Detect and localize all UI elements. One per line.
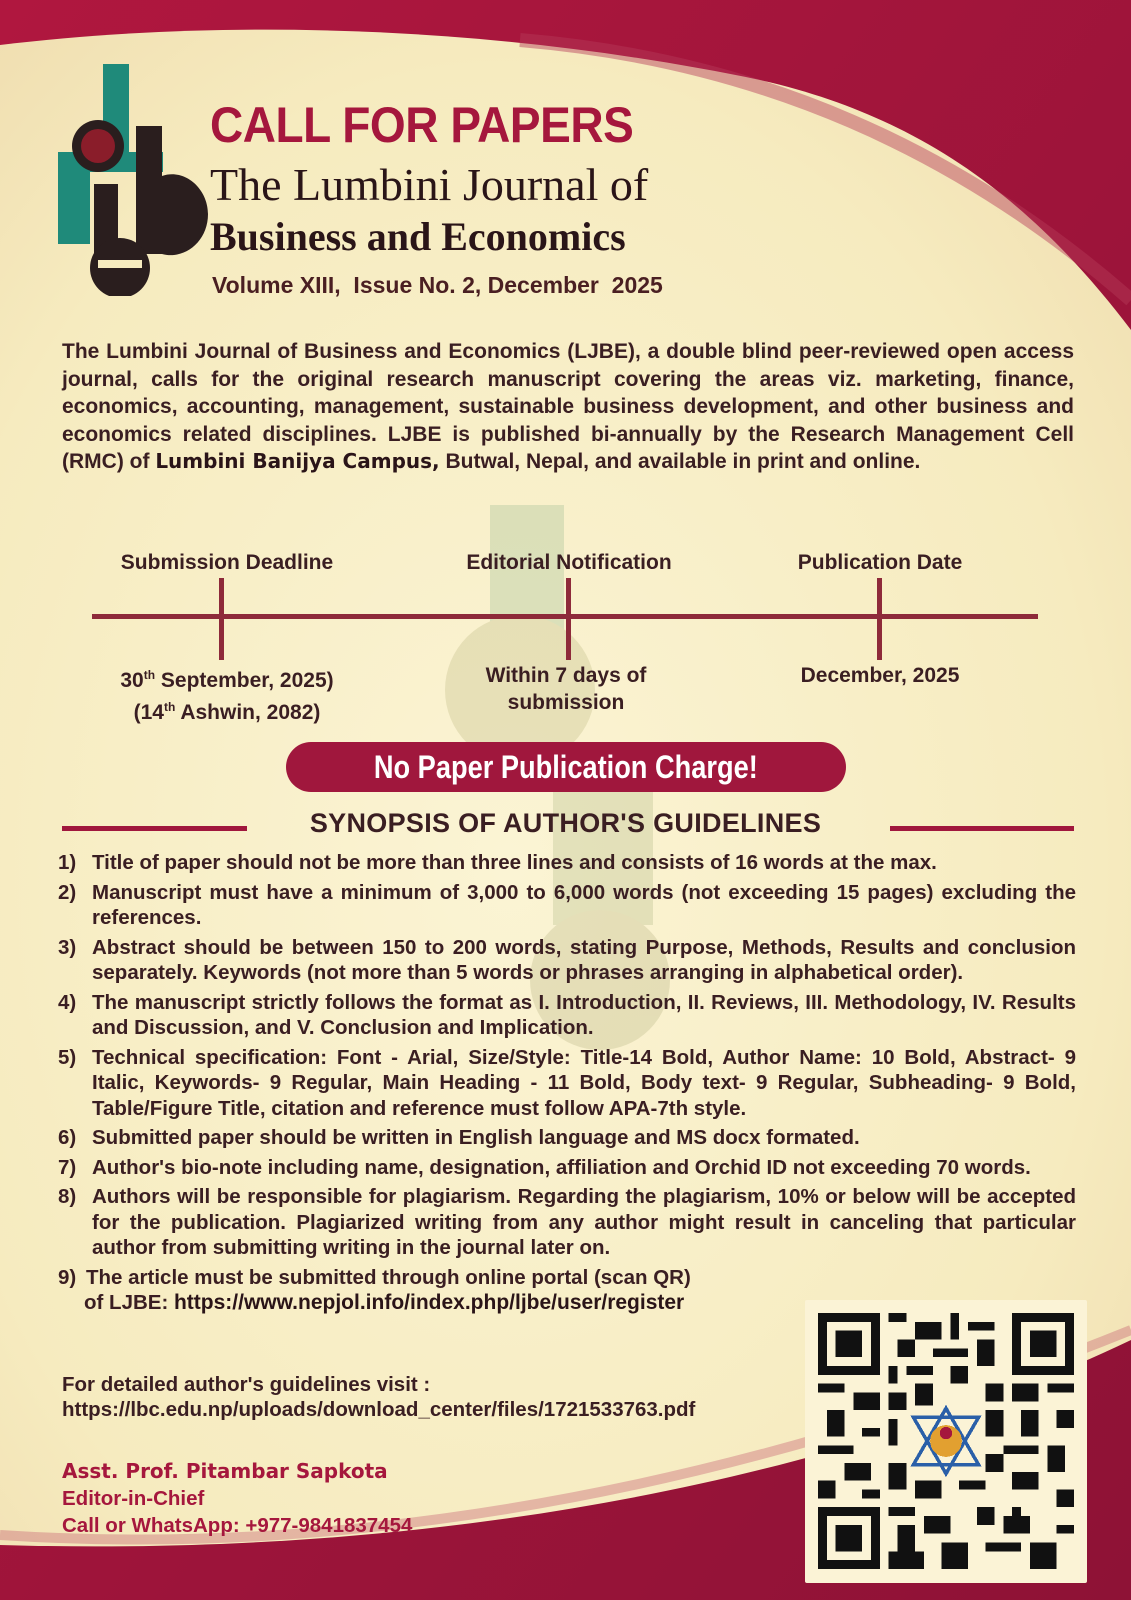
timeline-graphic — [0, 570, 1131, 670]
guideline-item: 8) Authors will be responsible for plagiarism. Regarding the plagiarism, 10% or below will be accepted for the publication. Plagiarized writing from any author might result in canceling that particular author from submitting writing in the journal later on. — [58, 1185, 1076, 1259]
ljbe-logo — [58, 64, 208, 296]
no-charge-banner: No Paper Publication Charge! — [286, 742, 846, 792]
guideline-item: 6) Submitted paper should be written in English language and MS docx formated. — [58, 1126, 860, 1149]
guideline-item: 7) Author's bio-note including name, designation, affiliation and Orchid ID not exceeding 70 words. — [58, 1155, 1031, 1179]
detailed-guidelines: For detailed author's guidelines visit : https://lbc.edu.np/uploads/download_center/files/1721533763.pdf — [62, 1373, 696, 1421]
editorial-notification-label: Editorial Notification — [466, 551, 672, 574]
editor-name: Asst. Prof. Pitambar Sapkota — [62, 1459, 388, 1483]
publication-date-label: Publication Date — [797, 551, 963, 574]
volume-info: Volume XIII, Issue No. 2, December 2025 — [212, 272, 663, 298]
guideline-item-9: 9) The article must be submitted through online portal (scan QR) of LJBE: https://www.nepjol.info/index.php/ljbe/user/register — [58, 1265, 691, 1314]
submission-deadline-label: Submission Deadline — [120, 551, 334, 574]
journal-title-line1: The Lumbini Journal of — [210, 159, 649, 210]
call-for-papers-heading: CALL FOR PAPERS — [210, 97, 634, 153]
campus-name: Lumbini Banijya Campus, — [155, 449, 440, 473]
guideline-item: 2) Manuscript must have a minimum of 3,000 to 6,000 words (not exceeding 15 pages) excluding the references. — [58, 880, 1076, 929]
intro-paragraph: The Lumbini Journal of Business and Economics (LJBE), a double blind peer-reviewed open access journal, calls for the original research manuscript covering the areas viz. marketing, finance, economics, accounting, management, sustainable business development, and other business and economics related disciplines. LJBE is published bi-annually by the Research Management Cell (RMC) of Lumbini Banijya Campus, Butwal, Nepal, and available in print and online. — [62, 340, 1074, 473]
guidelines-list — [58, 850, 1076, 1316]
qr-code-icon[interactable] — [818, 1313, 1074, 1569]
synopsis-title: SYNOPSIS OF AUTHOR'S GUIDELINES — [309, 808, 822, 838]
journal-title-line2: Business and Economics — [210, 214, 626, 259]
editorial-notification-value: Within 7 days of submission — [485, 664, 647, 714]
guideline-item: 4) The manuscript strictly follows the format as I. Introduction, II. Reviews, III. Methodology, IV. Results and Discussion, and V. Conclusion and Implication. — [58, 990, 1076, 1039]
editor-contact — [62, 1458, 412, 1539]
guideline-item: 5) Technical specification: Font - Arial, Size/Style: Title-14 Bold, Author Name: 10 Bold, Abstract- 9 Italic, Keywords- 9 Regular, Main Heading - 11 Bold, Body text- 9 Regular, Subheading- 9 Bold, Table/Figure Title, citation and reference must follow APA-7th style. — [58, 1045, 1076, 1120]
editor-phone: Call or WhatsApp: +977-9841837454 — [62, 1514, 413, 1537]
guideline-item: 3) Abstract should be between 150 to 200 words, stating Purpose, Methods, Results and conclusion separately. Keywords (not more than 5 words or phrases arranging in alphabetical order). — [58, 935, 1076, 984]
guideline-item: 1) Title of paper should not be more than three lines and consists of 16 words at the max. — [58, 851, 937, 874]
submission-deadline-value: 30th September, 2025) (14th Ashwin, 2082) — [120, 668, 334, 724]
editor-role: Editor-in-Chief — [62, 1487, 205, 1510]
guidelines-pdf-link[interactable]: https://lbc.edu.np/uploads/download_center/files/1721533763.pdf — [62, 1398, 696, 1421]
publication-date-value: December, 2025 — [800, 664, 960, 687]
submission-portal-link[interactable]: https://www.nepjol.info/index.php/ljbe/user/register — [173, 1291, 685, 1314]
